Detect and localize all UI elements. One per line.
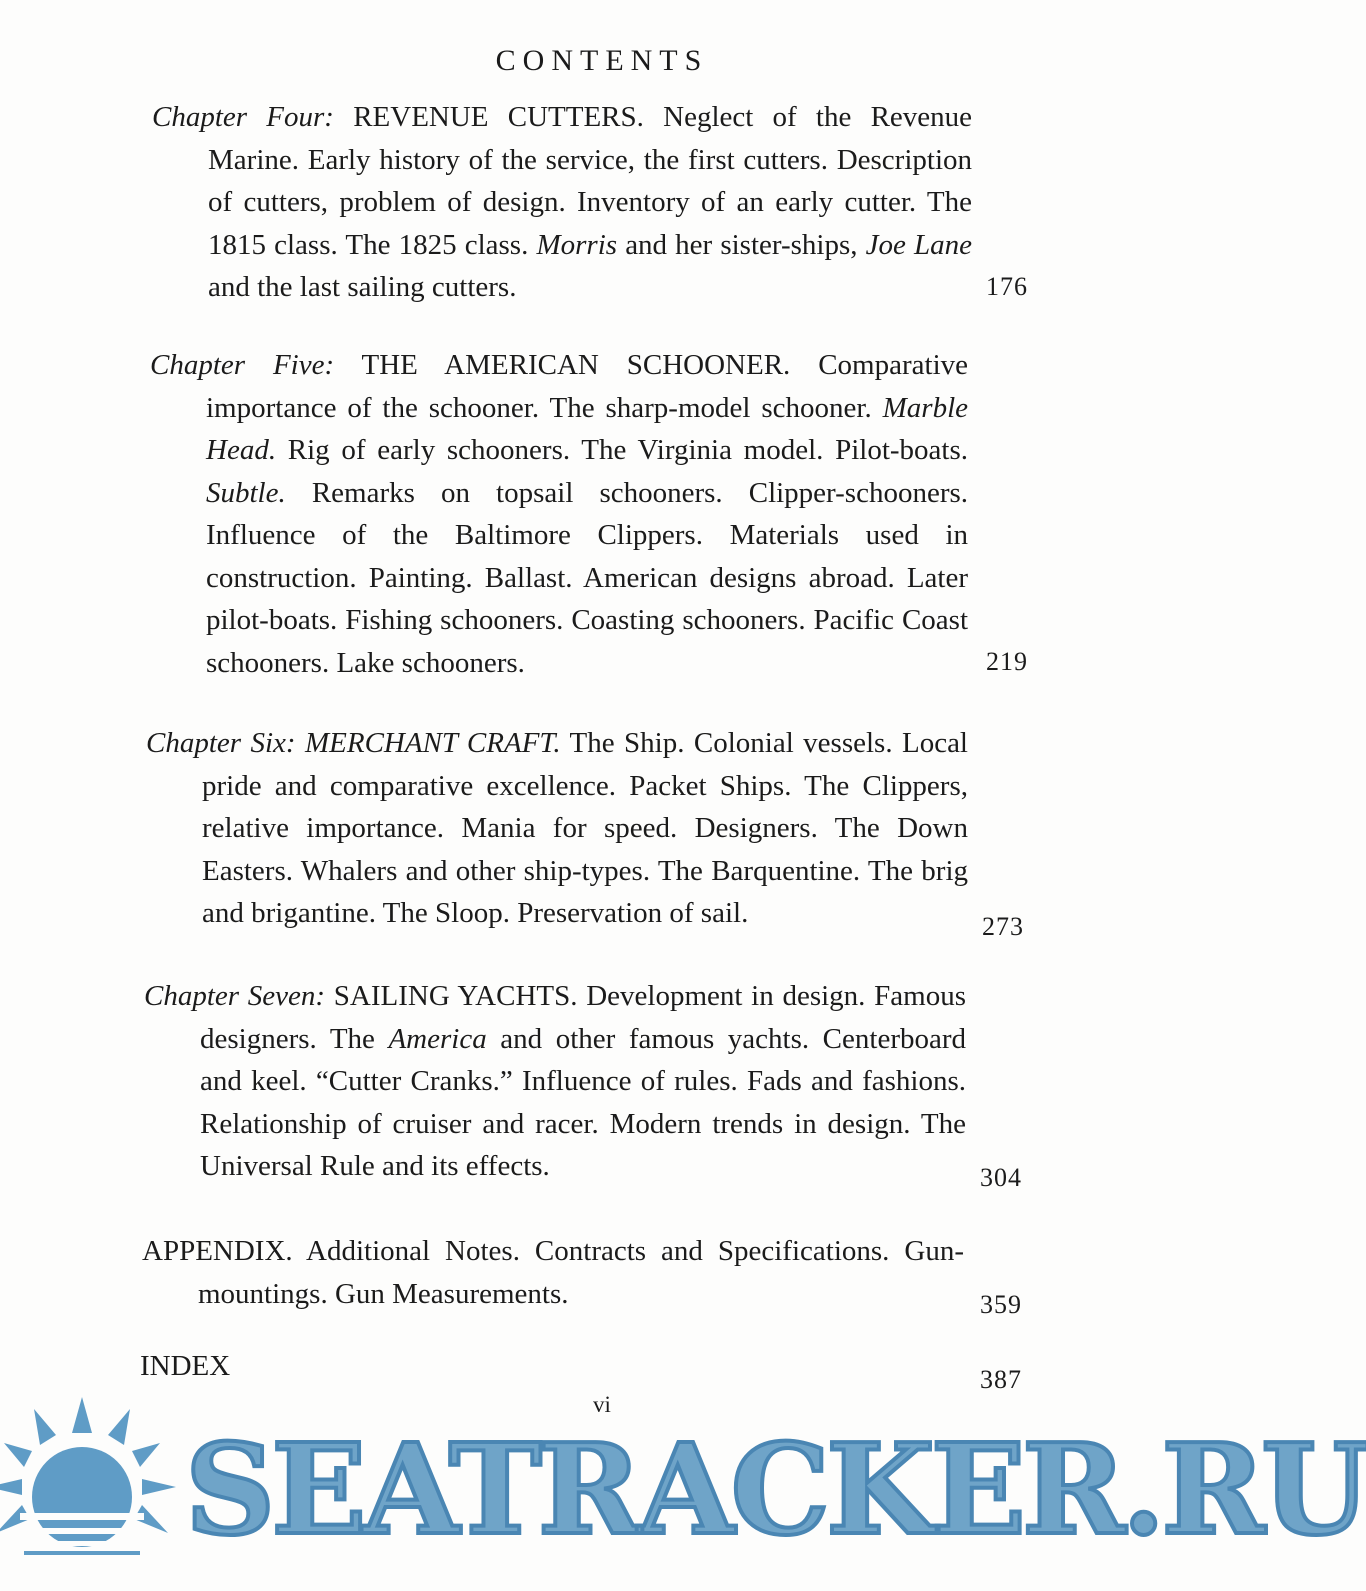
chapter-label: Chapter Seven: bbox=[144, 980, 326, 1012]
page-number: 219 bbox=[986, 647, 1028, 676]
chapter-title: THE AMERICAN SCHOONER. bbox=[361, 349, 791, 381]
chapter-label: Chapter Five: bbox=[150, 349, 335, 381]
chapter-description: Comparative importance of the schooner. The sharp-model schooner. bbox=[206, 349, 969, 424]
ship-name: Joe Lane bbox=[865, 228, 973, 261]
chapter-description: The Ship. Colonial vessels. Local pride and comparative excellence. Packet Ships. The Clippers, relative importance. Mania for speed. Designers. The Down Easters. Whalers and other ship-types. The Barquentine. The brig and brigantine. The Sloop. Preservation of sail. bbox=[202, 727, 968, 929]
page-number: 273 bbox=[982, 912, 1024, 941]
page-title: CONTENTS bbox=[495, 44, 709, 77]
chapter-description: Remarks on topsail schooners. Clipper-schooners. Influence of the Baltimore Clippers. Materials used in construction. Painting. Ballast. American designs abroad. Later pilot-boats. Fishing schooners. Coasting schooners. Pacific Coast schooners. Lake schooners. bbox=[206, 476, 969, 679]
toc-entry-text bbox=[142, 1230, 964, 1315]
toc-entry-chapter-six bbox=[146, 722, 1024, 941]
appendix-title: APPENDIX. bbox=[142, 1235, 293, 1267]
chapter-description: Rig of early schooners. The Virginia model. Pilot-boats. bbox=[287, 434, 968, 466]
chapter-description: and the last sailing cutters. bbox=[208, 271, 517, 303]
toc-entry-appendix bbox=[142, 1230, 1022, 1319]
appendix-description: Additional Notes. Contracts and Specifications. Gun-mountings. Gun Measurements. bbox=[198, 1235, 964, 1310]
chapter-title: MERCHANT CRAFT. bbox=[304, 727, 561, 759]
chapter-title: REVENUE CUTTERS. bbox=[353, 101, 644, 133]
chapter-description: and her sister-ships, bbox=[625, 228, 858, 261]
chapter-title: SAILING YACHTS. bbox=[333, 980, 578, 1012]
toc-entry-text bbox=[150, 344, 968, 684]
toc-entry-text bbox=[146, 722, 968, 935]
chapter-description: Neglect of the Revenue Marine. Early history of the service, the first cutters. Description of cutters, problem of design. Inventory of an early cutter. The 1815 class. The 1825 class. bbox=[208, 101, 973, 261]
page-number: 304 bbox=[980, 1163, 1022, 1192]
ship-name: Subtle. bbox=[206, 476, 286, 509]
toc-entry-chapter-seven bbox=[144, 975, 1022, 1192]
ship-name: Marble Head. bbox=[206, 391, 968, 466]
toc-entry-chapter-five bbox=[150, 344, 1028, 684]
chapter-label: Chapter Six: bbox=[146, 727, 296, 759]
page-number: 176 bbox=[986, 272, 1028, 301]
chapter-description: and other famous yachts. Centerboard and keel. “Cutter Cranks.” Influence of rules. Fads and fashions. Relationship of cruiser and racer. Modern trends in design. The Universal Rule and its effects. bbox=[200, 1022, 967, 1182]
yacht-name: America bbox=[388, 1022, 487, 1055]
toc-entry-text bbox=[144, 975, 966, 1188]
page-number: 359 bbox=[980, 1290, 1022, 1319]
folio-page-number: vi bbox=[593, 1392, 611, 1417]
chapter-description: Development in design. Famous designers. The bbox=[200, 980, 966, 1055]
toc-entry-chapter-four bbox=[152, 96, 1028, 309]
chapter-label: Chapter Four: bbox=[152, 101, 334, 133]
ship-name: Morris bbox=[536, 228, 618, 261]
watermark-text: SEATRACKER.RU bbox=[185, 1417, 1366, 1563]
toc-entry-index bbox=[140, 1345, 1022, 1394]
toc-entry-text bbox=[152, 96, 972, 309]
index-title: INDEX bbox=[140, 1350, 231, 1382]
page-number: 387 bbox=[980, 1365, 1022, 1394]
